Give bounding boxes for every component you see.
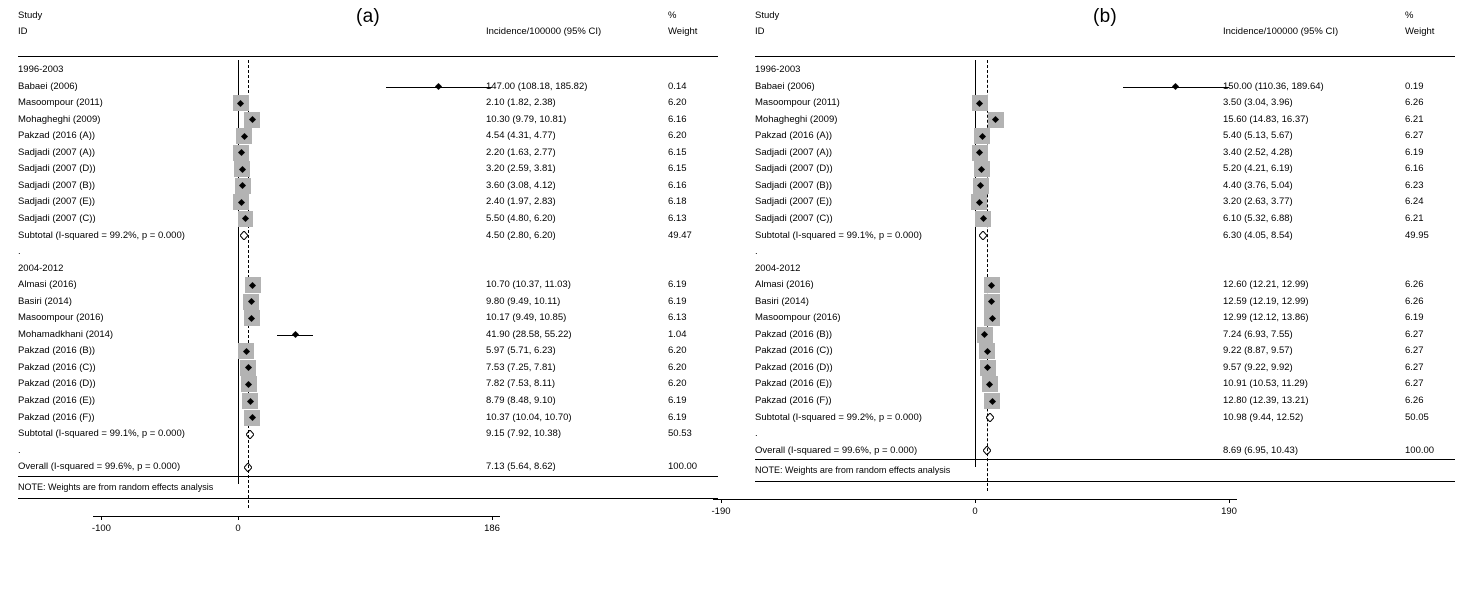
weight-text: 6.20 [668,130,687,142]
study-row [737,161,1473,177]
group-header-row [0,62,736,78]
study-label: Almasi (2016) [18,279,77,291]
effect-estimate-text: 147.00 (108.18, 185.82) [486,80,588,92]
study-row [0,360,736,376]
effect-estimate-text: 3.20 (2.63, 3.77) [1223,196,1293,208]
study-label: Basiri (2014) [18,295,72,307]
weight-text: 6.26 [1405,97,1424,109]
effect-estimate-text: 10.98 (9.44, 12.52) [1223,411,1304,423]
x-axis-tick [492,516,493,520]
weight-text: 6.16 [668,113,687,125]
study-label: Pakzad (2016 (C)) [755,345,833,357]
study-label: Pakzad (2016 (F)) [18,411,95,423]
weight-text: 6.13 [668,312,687,324]
study-label: Sadjadi (2007 (B)) [755,179,833,191]
weight-text: 6.15 [668,146,687,158]
study-row [0,161,736,177]
subtotal-row [0,426,736,442]
effect-estimate-text: 4.40 (3.76, 5.04) [1223,179,1293,191]
weight-text: 6.20 [668,361,687,373]
subtotal-row [737,228,1473,244]
header-id: ID [755,26,765,37]
point-estimate-marker [292,331,299,338]
study-row [737,145,1473,161]
note-bottom-divider [18,498,718,499]
weight-text: 100.00 [668,461,698,473]
effect-estimate-text: 7.13 (5.64, 8.62) [486,461,556,473]
study-label: Sadjadi (2007 (A)) [755,146,833,158]
weight-text: 6.26 [1405,279,1424,291]
x-axis-tick [975,499,976,503]
group-header-row [737,261,1473,277]
effect-estimate-text: 12.60 (12.21, 12.99) [1223,279,1309,291]
effect-estimate-text: 5.97 (5.71, 6.23) [486,345,556,357]
effect-estimate-text: 6.30 (4.05, 8.54) [1223,229,1293,241]
x-axis-tick [721,499,722,503]
summary-diamond [979,231,987,240]
study-label: Basiri (2014) [755,295,809,307]
study-label: Sadjadi (2007 (C)) [755,212,833,224]
summary-diamond [986,413,994,422]
study-label: Pakzad (2016 (D)) [18,378,96,390]
header-divider [755,56,1455,57]
study-row [737,360,1473,376]
weight-text: 6.21 [1405,113,1424,125]
effect-estimate-text: 7.82 (7.53, 8.11) [486,378,556,390]
effect-estimate-text: 10.17 (9.49, 10.85) [486,312,567,324]
study-label: Pakzad (2016 (E)) [18,395,96,406]
panel-label-b: (b) [1092,6,1118,27]
group-title: 2004-2012 [18,262,64,274]
weight-text: 6.16 [668,179,687,191]
effect-estimate-text: 3.50 (3.04, 3.96) [1223,97,1293,109]
study-row [737,178,1473,194]
effect-estimate-text: 12.99 (12.12, 13.86) [1223,312,1309,324]
study-label: Sadjadi (2007 (A)) [18,146,96,158]
weight-text: 1.04 [668,328,687,340]
study-label: Sadjadi (2007 (E)) [18,196,96,208]
weight-text: 6.27 [1405,130,1424,142]
study-label: Sadjadi (2007 (D)) [755,163,833,175]
study-row [737,343,1473,359]
study-row [0,128,736,144]
effect-estimate-text: 2.20 (1.63, 2.77) [486,146,556,158]
study-row [0,393,736,409]
weight-text: 6.13 [668,212,687,224]
header-incidence: Incidence/100000 (95% CI) [486,26,602,37]
weight-text: 0.14 [668,80,687,92]
spacer-dot: . [755,428,758,440]
study-label: Babaei (2006) [18,80,78,92]
forest-panel-a [0,0,736,592]
weight-text: 0.19 [1405,80,1424,92]
weight-text: 6.24 [1405,196,1424,208]
study-label: Sadjadi (2007 (D)) [18,163,96,175]
study-row [737,294,1473,310]
weight-text: 6.19 [668,279,687,291]
weight-text: 6.27 [1405,378,1424,390]
study-row [0,376,736,392]
group-title: 1996-2003 [18,64,64,75]
effect-estimate-text: 7.24 (6.93, 7.55) [1223,328,1293,340]
study-row [737,79,1473,95]
study-label: Overall (I-squared = 99.6%, p = 0.000) [18,461,181,473]
study-label: Sadjadi (2007 (C)) [18,212,96,224]
study-label: Overall (I-squared = 99.6%, p = 0.000) [755,444,918,456]
effect-estimate-text: 8.79 (8.48, 9.10) [486,395,556,406]
study-row [737,112,1473,128]
study-row [0,277,736,293]
x-axis-tick-label: -190 [711,506,731,518]
study-row [0,410,736,426]
study-row [737,95,1473,111]
study-label: Almasi (2016) [755,279,814,291]
x-axis-tick [101,516,102,520]
study-row [0,178,736,194]
study-label: Mohamadkhani (2014) [18,328,114,340]
summary-diamond [246,430,254,439]
effect-estimate-text: 7.53 (7.25, 7.81) [486,361,556,373]
effect-estimate-text: 12.59 (12.19, 12.99) [1223,295,1309,307]
header-weight: Weight [1405,26,1435,37]
study-label: Subtotal (I-squared = 99.2%, p = 0.000) [18,229,185,241]
subtotal-row [737,410,1473,426]
weight-text: 6.18 [668,196,687,208]
study-label: Pakzad (2016 (C)) [18,361,96,373]
weight-text: 6.26 [1405,395,1424,406]
spacer-row [0,443,736,459]
effect-estimate-text: 10.70 (10.37, 11.03) [486,279,571,291]
effect-estimate-text: 6.10 (5.32, 6.88) [1223,212,1293,224]
study-row [0,343,736,359]
weight-text: 50.05 [1405,411,1429,423]
forest-panel-b [711,0,1473,592]
study-row [0,327,736,343]
weight-text: 6.27 [1405,345,1424,357]
note-top-divider [18,476,718,477]
study-row [737,393,1473,409]
study-label: Mohagheghi (2009) [18,113,101,125]
header-percent: % [668,10,677,21]
weight-text: 6.15 [668,163,687,175]
effect-estimate-text: 3.20 (2.59, 3.81) [486,163,556,175]
effect-estimate-text: 9.22 (8.87, 9.57) [1223,345,1293,357]
weight-text: 6.19 [1405,146,1424,158]
x-axis-tick [1229,499,1230,503]
study-label: Masoompour (2016) [18,312,104,324]
group-title: 1996-2003 [755,64,801,75]
study-row [737,211,1473,227]
study-label: Pakzad (2016 (A)) [18,130,96,142]
study-row [737,376,1473,392]
study-label: Pakzad (2016 (F)) [755,395,832,406]
x-axis-tick-label: -100 [91,522,111,534]
x-axis-line [93,516,500,517]
effect-estimate-text: 9.15 (7.92, 10.38) [486,428,561,440]
effect-estimate-text: 8.69 (6.95, 10.43) [1223,444,1298,456]
header-incidence: Incidence/100000 (95% CI) [1223,26,1339,37]
study-label: Babaei (2006) [755,80,815,92]
study-row [737,277,1473,293]
study-label: Pakzad (2016 (B)) [755,328,833,340]
header-study: Study [755,10,780,21]
study-row [0,79,736,95]
header-id: ID [18,26,28,37]
effect-estimate-text: 10.37 (10.04, 10.70) [486,411,572,423]
effect-estimate-text: 10.30 (9.79, 10.81) [486,113,567,125]
effect-estimate-text: 3.60 (3.08, 4.12) [486,179,556,191]
study-label: Mohagheghi (2009) [755,113,838,125]
study-label: Masoompour (2011) [755,97,840,109]
study-label: Pakzad (2016 (B)) [18,345,96,357]
weight-text: 49.95 [1405,229,1429,241]
effect-estimate-text: 5.40 (5.13, 5.67) [1223,130,1293,142]
study-label: Subtotal (I-squared = 99.1%, p = 0.000) [755,229,922,241]
weight-text: 6.19 [1405,312,1424,324]
effect-estimate-text: 9.80 (9.49, 10.11) [486,295,561,307]
note-bottom-divider [755,481,1455,482]
weight-text: 6.16 [1405,163,1424,175]
effect-estimate-text: 2.10 (1.82, 2.38) [486,97,556,109]
study-row [737,310,1473,326]
study-label: Subtotal (I-squared = 99.2%, p = 0.000) [755,411,922,423]
header-study: Study [18,10,43,21]
summary-diamond [983,446,991,455]
study-row [737,128,1473,144]
point-estimate-marker [435,83,442,90]
header-weight: Weight [668,26,698,37]
study-label: Sadjadi (2007 (E)) [755,196,833,208]
summary-diamond [244,463,252,472]
effect-estimate-text: 150.00 (110.36, 189.64) [1223,80,1324,92]
effect-estimate-text: 4.50 (2.80, 6.20) [486,229,556,241]
spacer-dot: . [755,246,758,258]
study-label: Sadjadi (2007 (B)) [18,179,96,191]
weight-text: 6.27 [1405,328,1424,340]
spacer-row [737,244,1473,260]
overall-row [737,443,1473,459]
effect-estimate-text: 12.80 (12.39, 13.21) [1223,395,1309,406]
study-row [0,145,736,161]
weight-text: 6.23 [1405,179,1424,191]
study-label: Pakzad (2016 (D)) [755,361,833,373]
study-label: Pakzad (2016 (A)) [755,130,833,142]
x-axis-tick-label: 190 [1221,506,1237,518]
study-label: Masoompour (2016) [755,312,841,324]
weight-text: 100.00 [1405,444,1435,456]
effect-estimate-text: 4.54 (4.31, 4.77) [486,130,556,142]
study-label: Masoompour (2011) [18,97,103,109]
weight-text: 50.53 [668,428,692,440]
weight-text: 6.20 [668,345,687,357]
weights-note: NOTE: Weights are from random effects analysis [755,465,951,476]
weight-text: 6.26 [1405,295,1424,307]
effect-estimate-text: 15.60 (14.83, 16.37) [1223,113,1309,125]
x-axis-tick-label: 0 [972,506,978,518]
header-percent: % [1405,10,1414,21]
weight-text: 6.20 [668,97,687,109]
effect-estimate-text: 9.57 (9.22, 9.92) [1223,361,1293,373]
group-title: 2004-2012 [755,262,801,274]
effect-estimate-text: 5.20 (4.21, 6.19) [1223,163,1293,175]
study-row [0,211,736,227]
effect-estimate-text: 5.50 (4.80, 6.20) [486,212,556,224]
group-header-row [737,62,1473,78]
study-row [0,294,736,310]
note-top-divider [755,459,1455,460]
x-axis-tick-label: 0 [235,522,241,534]
study-row [0,95,736,111]
effect-estimate-text: 41.90 (28.58, 55.22) [486,328,572,340]
point-estimate-marker [1172,83,1179,90]
effect-estimate-text: 10.91 (10.53, 11.29) [1223,378,1308,390]
weight-text: 6.19 [668,295,687,307]
weight-text: 6.21 [1405,212,1424,224]
panel-label-a: (a) [355,6,381,27]
effect-estimate-text: 2.40 (1.97, 2.83) [486,196,556,208]
weights-note: NOTE: Weights are from random effects analysis [18,481,214,492]
subtotal-row [0,228,736,244]
weight-text: 49.47 [668,229,692,241]
study-row [737,194,1473,210]
header-divider [18,56,718,57]
study-row [0,194,736,210]
group-header-row [0,261,736,277]
spacer-row [0,244,736,260]
study-label: Subtotal (I-squared = 99.1%, p = 0.000) [18,428,185,440]
spacer-row [737,426,1473,442]
effect-estimate-text: 3.40 (2.52, 4.28) [1223,146,1293,158]
weight-text: 6.20 [668,378,687,390]
weight-text: 6.19 [668,411,687,423]
study-row [737,327,1473,343]
spacer-dot: . [18,444,21,456]
overall-row [0,459,736,475]
x-axis-tick [238,516,239,520]
x-axis-tick-label: 186 [484,522,500,534]
summary-diamond [240,231,248,240]
spacer-dot: . [18,246,21,258]
study-row [0,310,736,326]
weight-text: 6.27 [1405,361,1424,373]
weight-text: 6.19 [668,395,687,406]
study-label: Pakzad (2016 (E)) [755,378,833,390]
study-row [0,112,736,128]
